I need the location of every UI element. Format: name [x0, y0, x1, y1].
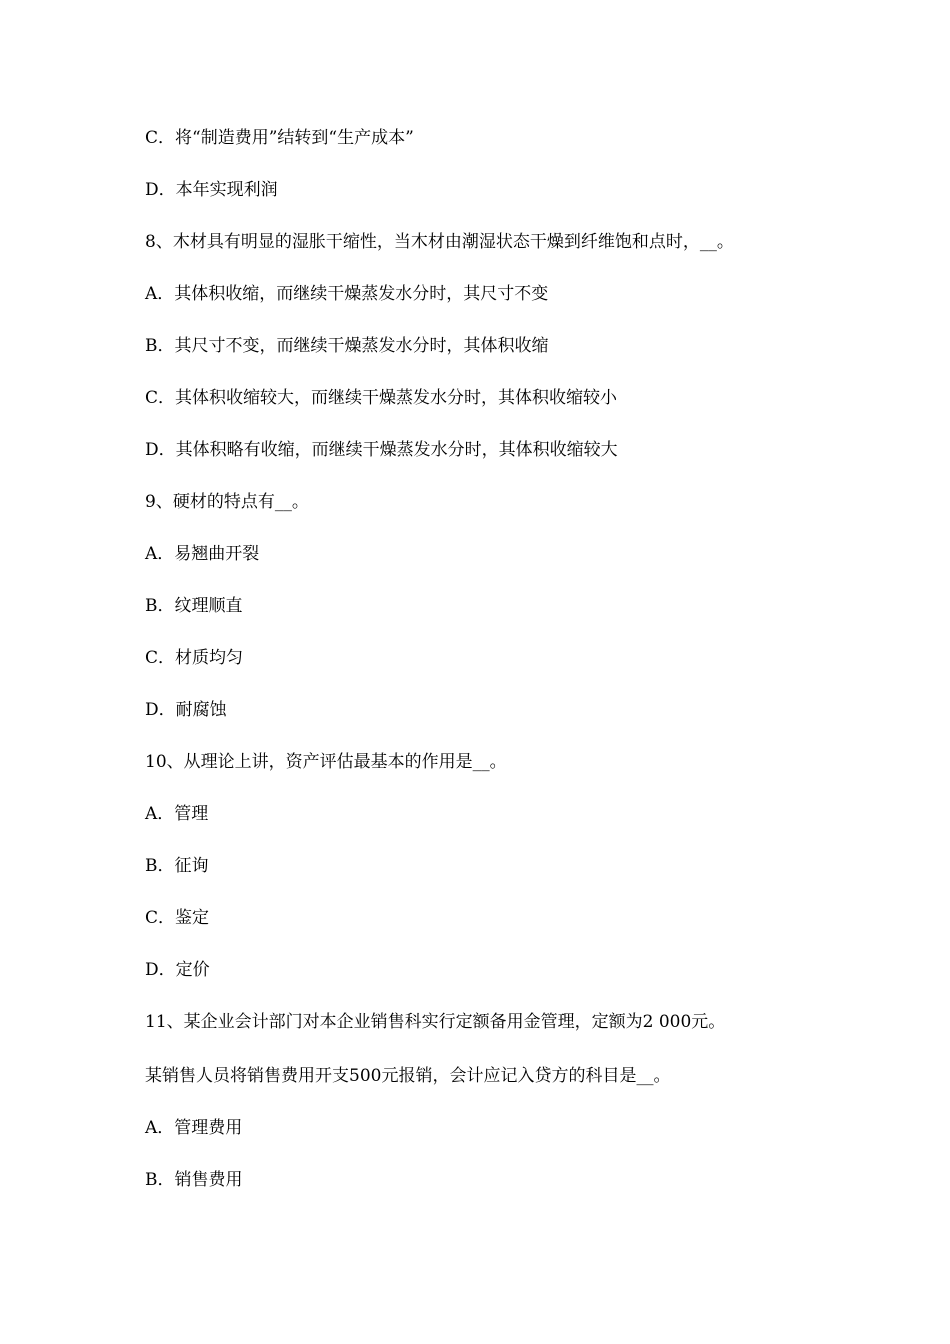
option-9c: C．材质均匀: [145, 648, 244, 668]
option-10d: D．定价: [145, 960, 210, 980]
option-7c: C．将“制造费用”结转到“生产成本”: [145, 128, 414, 148]
question-11-line-2: 某销售人员将销售费用开支500元报销，会计应记入贷方的科目是__。: [145, 1066, 671, 1086]
option-7d: D．本年实现利润: [145, 180, 278, 200]
option-9d: D．耐腐蚀: [145, 700, 227, 720]
question-10: 10、从理论上讲，资产评估最基本的作用是__。: [145, 752, 507, 772]
option-8c: C．其体积收缩较大，而继续干燥蒸发水分时，其体积收缩较小: [145, 388, 618, 408]
option-9a: A．易翘曲开裂: [145, 544, 260, 564]
option-8b: B．其尺寸不变，而继续干燥蒸发水分时，其体积收缩: [145, 336, 549, 356]
option-10b: B．征询: [145, 856, 209, 876]
question-11-line-1: 11、某企业会计部门对本企业销售科实行定额备用金管理，定额为2 000元。: [145, 1012, 726, 1032]
option-8a: A．其体积收缩，而继续干燥蒸发水分时，其尺寸不变: [145, 284, 549, 304]
option-8d: D．其体积略有收缩，而继续干燥蒸发水分时，其体积收缩较大: [145, 440, 618, 460]
option-10c: C．鉴定: [145, 908, 210, 928]
option-9b: B．纹理顺直: [145, 596, 243, 616]
option-10a: A．管理: [145, 804, 209, 824]
question-9: 9、硬材的特点有__。: [145, 492, 309, 512]
question-8: 8、木材具有明显的湿胀干缩性，当木材由潮湿状态干燥到纤维饱和点时，__。: [145, 232, 734, 252]
option-11b: B．销售费用: [145, 1170, 243, 1190]
option-11a: A．管理费用: [145, 1118, 243, 1138]
